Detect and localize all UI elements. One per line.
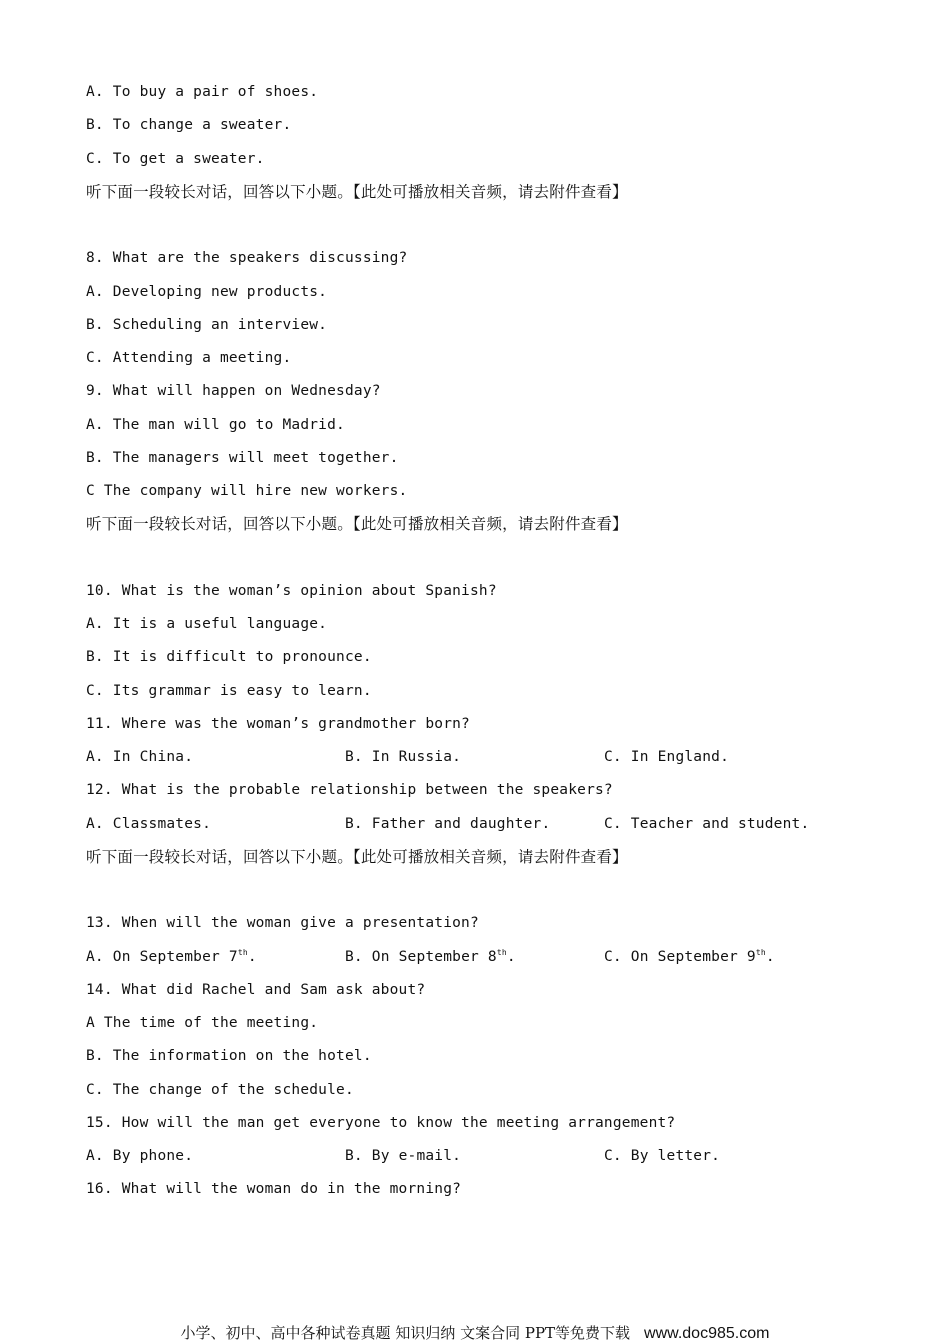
q11-stem: 11. Where was the woman’s grandmother born?	[86, 715, 470, 732]
q15-option-a: A. By phone.	[86, 1148, 194, 1164]
q11-option-b: B. In Russia.	[345, 749, 462, 765]
q9-option-c: C The company will hire new workers.	[86, 483, 408, 499]
q8-option-b: B. Scheduling an interview.	[86, 316, 328, 333]
audio-note: 听下面一段较长对话，回答以下小题。【此处可播放相关音频，请去附件查看】	[86, 515, 628, 534]
audio-note: 听下面一段较长对话，回答以下小题。【此处可播放相关音频，请去附件查看】	[86, 182, 628, 201]
q10-stem: 10. What is the woman’s opinion about Spanish?	[86, 582, 497, 599]
q10-option-b: B. It is difficult to pronounce.	[86, 649, 372, 666]
q14-stem: 14. What did Rachel and Sam ask about?	[86, 981, 426, 998]
q7-option-a: A. To buy a pair of shoes.	[86, 84, 319, 100]
page-footer	[0, 1322, 950, 1343]
q15-option-c: C. By letter.	[604, 1148, 721, 1164]
q15-option-b: B. By e-mail.	[345, 1148, 462, 1164]
q14-option-b: B. The information on the hotel.	[86, 1048, 372, 1065]
q12-option-c: C. Teacher and student.	[604, 815, 810, 832]
q10-option-c: C. Its grammar is easy to learn.	[86, 682, 372, 699]
q15-stem: 15. How will the man get everyone to know the meeting arrangement?	[86, 1114, 676, 1131]
q12-options	[86, 810, 886, 843]
q12-stem: 12. What is the probable relationship between the speakers?	[86, 782, 613, 799]
q8-stem: 8. What are the speakers discussing?	[86, 250, 408, 267]
q11-options	[86, 743, 886, 776]
audio-note: 听下面一段较长对话，回答以下小题。【此处可播放相关音频，请去附件查看】	[86, 847, 628, 866]
q9-option-a: A. The man will go to Madrid.	[86, 416, 345, 433]
q14-option-a: A The time of the meeting.	[86, 1015, 319, 1031]
q13-option-b: B. On September 8th.	[345, 947, 516, 965]
q14-option-c: C. The change of the schedule.	[86, 1081, 354, 1098]
q15-options	[86, 1142, 886, 1175]
q13-option-a: A. On September 7th.	[86, 947, 257, 965]
q12-option-a: A. Classmates.	[86, 815, 212, 832]
q8-option-a: A. Developing new products.	[86, 283, 328, 300]
q7-option-b: B. To change a sweater.	[86, 117, 292, 134]
q13-options	[86, 943, 886, 976]
q12-option-b: B. Father and daughter.	[345, 815, 551, 832]
exam-page	[86, 78, 886, 1209]
q13-option-c: C. On September 9th.	[604, 947, 775, 965]
q16-stem: 16. What will the woman do in the morning?	[86, 1181, 462, 1198]
q9-option-b: B. The managers will meet together.	[86, 449, 399, 466]
q9-stem: 9. What will happen on Wednesday?	[86, 383, 381, 400]
q13-stem: 13. When will the woman give a presentation?	[86, 915, 479, 932]
footer-text: 小学、初中、高中各种试卷真题 知识归纳 文案合同 PPT等免费下载	[180, 1324, 631, 1342]
q7-option-c: C. To get a sweater.	[86, 150, 265, 167]
q11-option-a: A. In China.	[86, 749, 194, 765]
q11-option-c: C. In England.	[604, 749, 730, 765]
q10-option-a: A. It is a useful language.	[86, 616, 328, 632]
q8-option-c: C. Attending a meeting.	[86, 350, 292, 366]
footer-url[interactable]: www.doc985.com	[644, 1325, 770, 1342]
